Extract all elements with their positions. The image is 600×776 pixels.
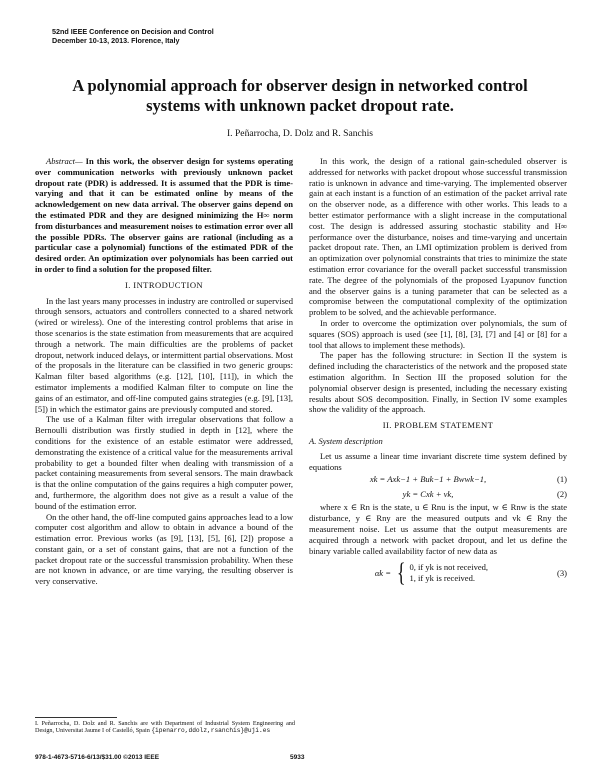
intro-paragraph: The use of a Kalman filter with irregular observations that follow a Bernoulli distribution was firstly studied in depth in [12], where the conditions for the existence of an estable estimator were addressed, demonstrating the existence of a critical value for the measurements arrival probability to get a bounded filter when dealing with transmission of a packet containing measurements from several sensors. The main drawback is that the online computation of the gains requires a high computer power, and, furthermore, the algorithm does not give as a result a value of the bound of the estimation error. bbox=[35, 414, 293, 511]
intro-paragraph: The paper has the following structure: in Section II the system is defined including the characteristics of the network and the proposed state estimation algorithm. In Section III the proposed solution for the polynomial observer design is presented, including the necessary existing results about SOS decomposition. Finally, in Section IV some examples show the validity of the approach. bbox=[309, 350, 567, 415]
abstract bbox=[35, 156, 293, 275]
equation-1-number: (1) bbox=[557, 474, 567, 485]
footer-page-number: 5933 bbox=[290, 754, 305, 761]
problem-paragraph: where x ∈ Rn is the state, u ∈ Rnu is the input, w ∈ Rnw is the state disturbance, y ∈ Rny are the measured outputs and vk ∈ Rny the measurement noise. Let us assume that the output measurements are acquired through a network with packet dropout, and let us define the binary variable called availability factor of new data as bbox=[309, 502, 567, 556]
left-column bbox=[35, 156, 293, 587]
footnote-divider bbox=[35, 717, 117, 718]
abstract-label: Abstract— bbox=[46, 156, 83, 166]
equation-3-cases bbox=[407, 562, 488, 584]
right-column bbox=[309, 156, 567, 588]
equation-3-number: (3) bbox=[557, 567, 567, 578]
problem-paragraph: Let us assume a linear time invariant discrete time system defined by equations bbox=[309, 450, 567, 472]
intro-paragraph: On the other hand, the off-line computed gains approaches lead to a low computer cost algorithm and allow to obtain in advance a bound of the estimation error. Previous works (as [9], [13], [5], [6], [2]) propose a constant gain, or a set of constant gains, that are not a function of the packet dropout rate or the successful transmission probability. When these are not known in advance, or are time varying, the resulting observer is very conservative. bbox=[35, 511, 293, 587]
conference-name: 52nd IEEE Conference on Decision and Control bbox=[52, 27, 214, 36]
author-affiliation-footnote bbox=[35, 720, 295, 735]
author-list: I. Peñarrocha, D. Dolz and R. Sanchis bbox=[226, 128, 373, 139]
conference-date-location: December 10-13, 2013. Florence, Italy bbox=[52, 36, 180, 45]
equation-3-case: 0, if yk is not received, bbox=[409, 562, 489, 573]
equation-3-case: 1, if yk is received. bbox=[409, 573, 475, 584]
subsection-heading-system-description: A. System description bbox=[309, 435, 383, 446]
conference-header bbox=[52, 27, 452, 45]
equation-2-body: yk = Cxk + vk, bbox=[402, 489, 454, 500]
abstract-text: In this work, the observer design for systems operating over communication networks with previously unknown packet dropout rate (PDR) is addressed. It is assumed that the PDR is time-varying and that it can be estimated online by means of the acknowledgement on new data arrival. The observer gains depend on the estimated PDR and they are designed minimizing the H∞ norm from disturbances and measurement noises to estimation error over all the possible PDRs. The observer gains are rational (including as a particular case a polynomial) functions of the estimated PDR of the desired order. An optimization over polynomials has been carried out in order to find a solution for the proposed filter. bbox=[35, 156, 293, 274]
equation-2 bbox=[309, 487, 567, 502]
equation-2-number: (2) bbox=[557, 489, 567, 500]
equation-3 bbox=[309, 558, 567, 588]
equation-1-body: xk = Axk−1 + Buk−1 + Bwwk−1, bbox=[369, 474, 487, 485]
footnote-emails: {ipenarro,ddolz,rsanchis}@uji.es bbox=[151, 727, 271, 735]
paper-title: A polynomial approach for observer design in networked control systems with unknown packet dropout rate. bbox=[72, 76, 528, 115]
footnote-text: I. Peñarrocha, D. Dolz and R. Sanchis are with Department of Industrial System Engineering and Design, Universitat Jaume I of Castelló, Spain bbox=[35, 720, 295, 735]
intro-paragraph: In this work, the design of a rational gain-scheduled observer is addressed for networks with packet dropout whose successful transmission ratio is unknown in advance and time-varying. The implemented observer gain at each instant is a function of an estimation of the packet arrival rate on the observer node, as a difference with other works. This leads to a better estimator performance with a slight increase in the computational cost. The design is addressed assuring stochastic stability and H∞ performance over the disturbance, noises and time-varying and uncertain packet dropout rate. Then, an LMI optimization problem is derived from an optimization over polynomial constraints that tries to minimize the state estimation error covariance for the overall packet successful transmission rate. The degree of the polynomials of the proposed Lyapunov function and the observer gains is a tuning parameter that can be selected as a compromise between the computational complexity of the optimization problem to be solved, and the achievable performance. bbox=[309, 156, 567, 318]
footer-isbn: 978-1-4673-5716-6/13/$31.00 ©2013 IEEE bbox=[35, 754, 160, 761]
intro-paragraph: In the last years many processes in industry are controlled or supervised through sensors, actuators and controllers connected to a shared network (wired or wireless). One of the interesting control problems that arise in those scenarios is the state estimation from measurements that are acquired through a network. The main difficulties are the problems of packet dropout, network induced delays, or intermittent partial observations. Most of the proposals in the literature can be classified in two generic groups: Kalman filter based algorithms (e.g. [12], [10], [11]), in which the estimator implements a modified Kalman filter to compute on line the gains of an estimator, and off-line computed gains strategies (e.g. [9], [13], [5]) in which the estimator gains are previously computed and stored. bbox=[35, 295, 293, 414]
equation-3-lhs: αk = bbox=[374, 567, 391, 578]
section-heading-introduction: I. INTRODUCTION bbox=[124, 279, 204, 290]
left-brace-symbol: { bbox=[396, 558, 406, 588]
section-heading-problem-statement: II. PROBLEM STATEMENT bbox=[382, 420, 494, 431]
equation-1 bbox=[309, 472, 567, 487]
intro-paragraph: In order to overcome the optimization over polynomials, the sum of squares (SOS) approach is used (see [1], [8], [3], [7] and [4] or [8] for a tool that allows to implement these methods). bbox=[309, 317, 567, 350]
